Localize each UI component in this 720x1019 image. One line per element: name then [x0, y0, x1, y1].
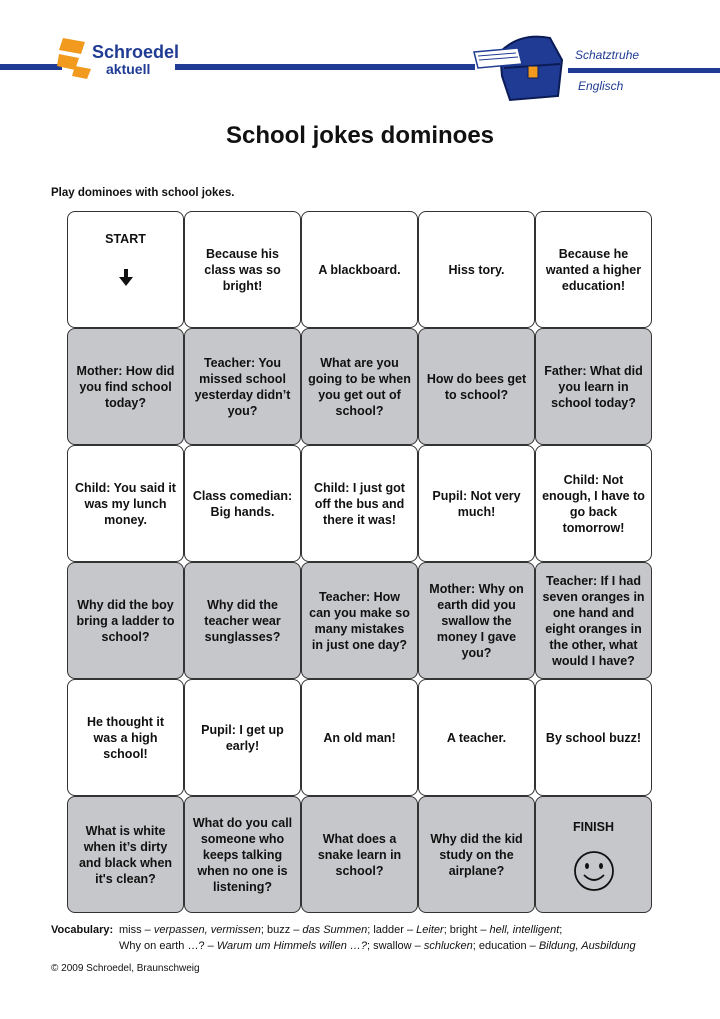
card-text: By school buzz!	[545, 730, 642, 745]
domino-question-card	[67, 796, 184, 913]
vocabulary-term: miss –	[119, 924, 154, 936]
domino-question-card	[67, 328, 184, 445]
logo-wordmark	[92, 44, 179, 78]
copyright: © 2009 Schroedel, Braunschweig	[51, 963, 200, 974]
card-text: A teacher.	[446, 730, 507, 745]
card-text: Hiss tory.	[448, 262, 505, 277]
logo-line-1: Schroedel	[92, 42, 180, 62]
instructions: Play dominoes with school jokes.	[51, 187, 235, 199]
vocabulary-term: ; buzz –	[260, 924, 303, 936]
domino-answer-card	[184, 445, 301, 562]
header-band-left	[0, 64, 62, 70]
card-text: Because he wanted a higher education!	[545, 246, 642, 293]
domino-question-card	[535, 328, 652, 445]
card-text: Father: What did you learn in school today?	[544, 363, 643, 410]
domino-question-card	[535, 562, 652, 679]
domino-question-card	[418, 562, 535, 679]
domino-answer-card	[184, 679, 301, 796]
domino-answer-card	[67, 679, 184, 796]
schroedel-logo-icon	[57, 36, 93, 80]
card-text: Teacher: If I had seven oranges in one hand and eight oranges in the other, what would I have?	[542, 573, 645, 668]
domino-answer-card	[535, 211, 652, 328]
down-arrow-icon	[119, 269, 133, 287]
domino-finish-card	[535, 796, 652, 913]
domino-answer-card	[418, 211, 535, 328]
card-text: Mother: Why on earth did you swallow the money I gave you?	[429, 581, 524, 660]
vocabulary-line-1	[119, 922, 679, 938]
card-text: Pupil: Not very much!	[432, 488, 521, 519]
domino-answer-card	[301, 679, 418, 796]
vocabulary-label: Vocabulary:	[51, 924, 114, 936]
domino-answer-card	[184, 211, 301, 328]
card-text: Child: I just got off the bus and there it was!	[314, 480, 405, 527]
card-text: Pupil: I get up early!	[201, 722, 284, 753]
domino-question-card	[418, 796, 535, 913]
card-text: Teacher: How can you make so many mistakes in just one day?	[309, 589, 410, 652]
domino-question-card	[301, 796, 418, 913]
card-text: Because his class was so bright!	[204, 246, 281, 293]
domino-question-card	[301, 328, 418, 445]
card-text: Why did the teacher wear sunglasses?	[204, 597, 281, 644]
card-text: What are you going to be when you get out of school?	[308, 355, 411, 418]
card-text: Class comedian: Big hands.	[192, 488, 293, 519]
vocabulary-term: ; bright –	[443, 924, 490, 936]
finish-label: FINISH	[573, 820, 614, 834]
card-text: He thought it was a high school!	[86, 714, 165, 761]
vocabulary-translation: verpassen, vermissen	[153, 924, 261, 936]
card-text: A blackboard.	[318, 262, 401, 277]
card-text: Mother: How did you find school today?	[76, 363, 175, 410]
vocabulary-term: Why on earth …? –	[119, 940, 217, 952]
vocabulary-translation: schlucken	[423, 940, 473, 952]
domino-question-card	[67, 562, 184, 679]
vocabulary-translation: Bildung, Ausbildung	[538, 940, 636, 952]
vocabulary-translation: das Summen	[302, 924, 368, 936]
domino-question-card	[418, 328, 535, 445]
card-text: Child: Not enough, I have to go back tomorrow!	[542, 472, 645, 535]
vocabulary-translation: Warum um Himmels willen …?	[216, 940, 367, 952]
treasure-chest-icon	[470, 30, 570, 104]
domino-question-card	[184, 562, 301, 679]
domino-question-card	[301, 562, 418, 679]
series-name: Schatztruhe	[575, 48, 640, 62]
domino-question-card	[184, 328, 301, 445]
domino-answer-card	[535, 445, 652, 562]
vocabulary-term: ; swallow –	[366, 940, 424, 952]
domino-answer-card	[418, 445, 535, 562]
card-text: What does a snake learn in school?	[317, 831, 402, 878]
domino-answer-card	[301, 445, 418, 562]
vocabulary-line-2	[119, 938, 679, 954]
vocabulary-translation: Leiter	[416, 924, 444, 936]
domino-answer-card	[67, 445, 184, 562]
card-text: What do you call someone who keeps talking when no one is listening?	[192, 815, 293, 894]
vocabulary-term: ; ladder –	[367, 924, 417, 936]
page-title: School jokes dominoes	[225, 122, 495, 149]
start-label: START	[105, 232, 146, 246]
domino-answer-card	[301, 211, 418, 328]
card-text: How do bees get to school?	[426, 371, 527, 402]
domino-answer-card	[535, 679, 652, 796]
vocabulary-term: ;	[559, 924, 563, 936]
series-subject: Englisch	[578, 79, 624, 93]
card-text: Child: You said it was my lunch money.	[75, 480, 176, 527]
vocabulary-translation: hell, intelligent	[489, 924, 560, 936]
card-text: Why did the kid study on the airplane?	[430, 831, 523, 878]
domino-start-card	[67, 211, 184, 328]
header-band-middle	[175, 64, 475, 70]
series-divider	[568, 68, 720, 73]
vocabulary-term: ; education –	[472, 940, 539, 952]
card-text: An old man!	[323, 730, 396, 745]
card-text: What is white when it’s dirty and black when it's clean?	[78, 823, 173, 886]
domino-question-card	[184, 796, 301, 913]
logo-line-2: aktuell	[106, 61, 151, 77]
card-text: Teacher: You missed school yesterday didn’t you?	[194, 355, 291, 418]
card-text: Why did the boy bring a ladder to school?	[76, 597, 175, 644]
domino-answer-card	[418, 679, 535, 796]
vocabulary-list	[119, 922, 679, 954]
smiley-face-icon	[572, 849, 616, 893]
